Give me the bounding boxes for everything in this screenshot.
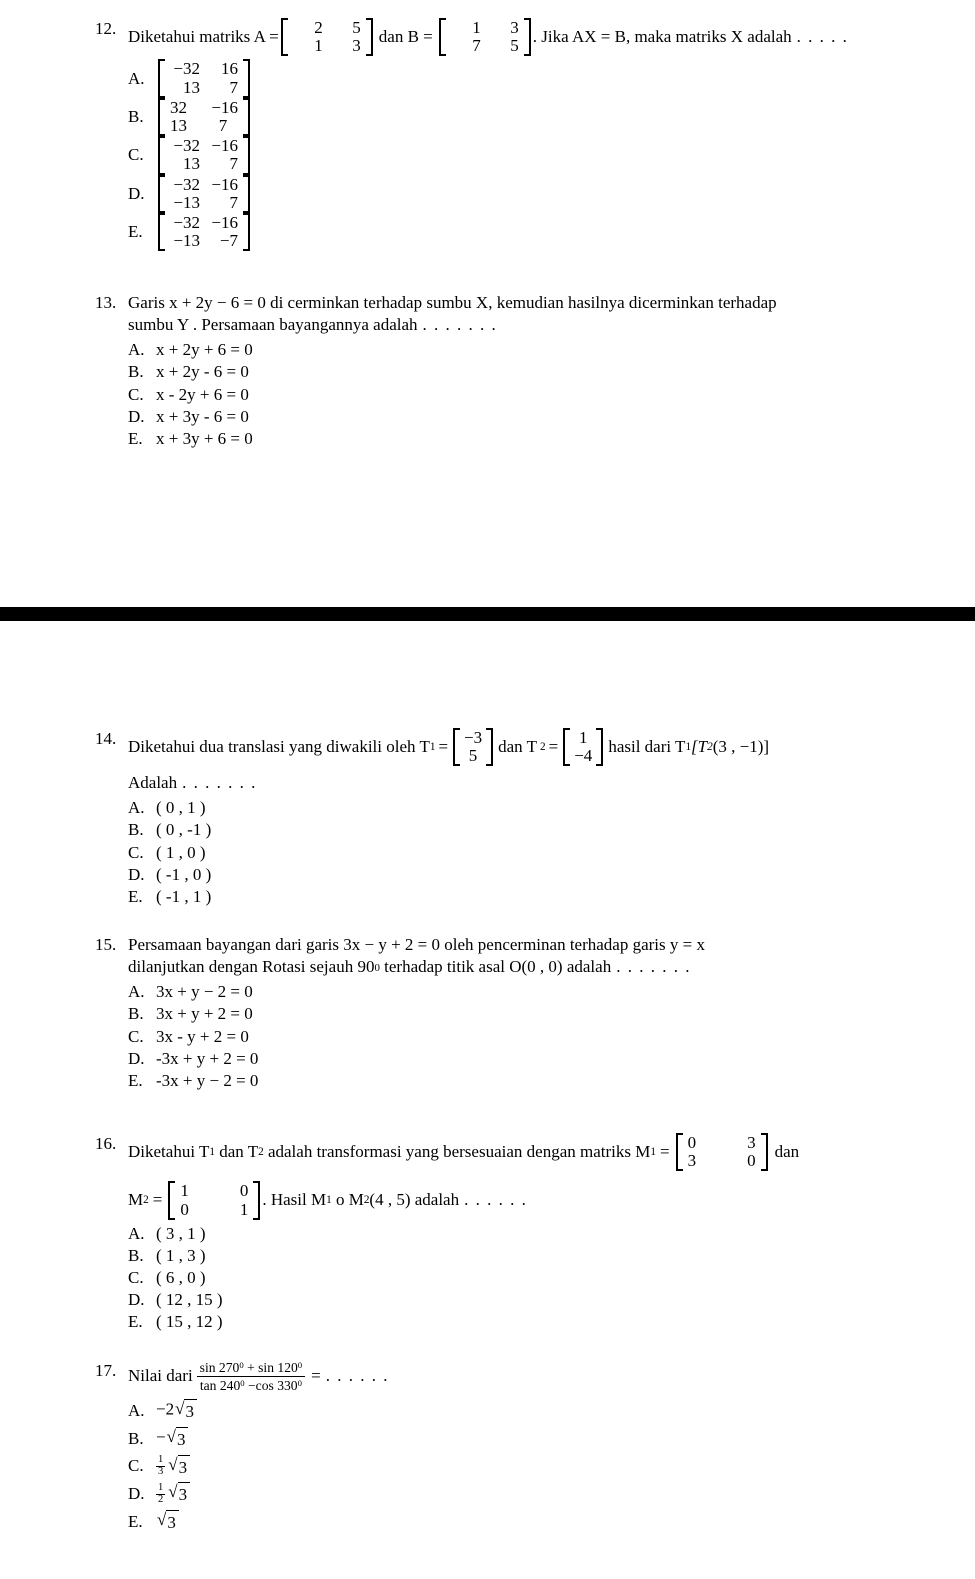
question-12-number: 12.	[95, 19, 117, 38]
subscript-5: 1	[326, 1193, 332, 1206]
question-15-line-2-a: dilanjutkan dengan Rotasi sejauh 90	[128, 957, 375, 977]
bracket-left	[563, 728, 570, 766]
option-letter: B.	[128, 1004, 144, 1024]
option-letter: D.	[128, 1483, 145, 1503]
square-root-icon: √ 3	[168, 1453, 190, 1481]
question-15-line-2	[128, 956, 945, 979]
bracket-right	[486, 728, 493, 766]
option-text: ( 1 , 3 )	[156, 1245, 206, 1265]
option-matrix	[158, 98, 250, 136]
question-17-stem-body	[128, 1360, 945, 1393]
option-text: ( 6 , 0 )	[156, 1267, 206, 1287]
matrix-T2	[563, 728, 603, 766]
option-matrix	[158, 175, 250, 213]
option-letter: C.	[128, 384, 144, 404]
question-13-line-2-text: sumbu Y . Persamaan bayangannya adalah	[128, 315, 418, 335]
matrix-cell: 5	[352, 18, 361, 37]
matrix-row	[571, 747, 595, 765]
fraction-denominator	[197, 1376, 305, 1393]
question-12-dots: . . . . .	[796, 26, 849, 46]
question-14-dots: . . . . . . .	[182, 773, 257, 793]
bracket-right	[761, 1133, 768, 1171]
option-text: x + 2y + 6 = 0	[156, 340, 253, 360]
question-13	[95, 292, 945, 450]
option-letter: E.	[128, 222, 143, 242]
matrix-cell: 32	[170, 97, 187, 117]
option-text	[156, 1508, 179, 1536]
degree-superscript: 0	[374, 961, 380, 974]
option-letter: C.	[128, 1456, 144, 1476]
option-d[interactable]	[128, 1480, 945, 1508]
matrix-cell: −13	[173, 231, 200, 251]
matrix-cell: 0	[239, 1181, 249, 1201]
question-14-stem-mid: dan T	[498, 736, 538, 756]
option-text: -3x + y + 2 = 0	[156, 1048, 259, 1068]
matrix-cell: 13	[183, 77, 200, 97]
matrix-cell: 13	[170, 115, 187, 135]
subscript-3: 1	[685, 740, 692, 753]
question-12	[95, 18, 945, 251]
option-d[interactable]	[128, 1289, 945, 1311]
option-letter: A.	[128, 340, 145, 360]
question-16-stem	[95, 1133, 945, 1220]
fraction-numerator	[197, 1360, 305, 1376]
option-text: x + 2y - 6 = 0	[156, 362, 249, 382]
matrix-cell: 0	[180, 1199, 189, 1219]
question-16-line-1	[128, 1133, 945, 1171]
question-17-stem	[95, 1360, 945, 1393]
option-letter: D.	[128, 1290, 145, 1310]
fraction-numerator: 1	[158, 1454, 164, 1466]
option-text: ( 0 , -1 )	[156, 820, 212, 840]
matrix-row	[289, 37, 365, 55]
question-15-line-2-b: terhadap titik asal O(0 , 0) adalah	[379, 957, 612, 977]
option-a[interactable]	[128, 797, 945, 819]
option-letter: A.	[128, 1223, 145, 1243]
option-c[interactable]	[128, 384, 945, 406]
matrix-cell: 0	[747, 1151, 756, 1171]
option-c[interactable]	[128, 136, 945, 174]
option-text: x + 3y - 6 = 0	[156, 406, 249, 426]
bracket-left	[158, 59, 165, 97]
option-d[interactable]	[128, 175, 945, 213]
question-15-stem	[95, 934, 945, 979]
bracket-right	[596, 728, 603, 766]
bracket-right	[243, 98, 250, 136]
bracket-left	[158, 98, 165, 136]
matrix-cell: 16	[221, 59, 238, 79]
option-matrix	[158, 59, 250, 97]
bracket-left	[158, 175, 165, 213]
option-letter: B.	[128, 820, 144, 840]
matrix-cell: −13	[173, 192, 200, 212]
matrix-row	[166, 60, 242, 78]
question-14-options	[128, 797, 945, 907]
question-14-line-1	[128, 728, 945, 766]
question-13-stem-body	[128, 292, 945, 337]
option-matrix	[158, 136, 250, 174]
question-13-line-1: Garis x + 2y − 6 = 0 di cerminkan terhadap sumbu X, kemudian hasilnya dicerminkan terhadap	[128, 293, 777, 312]
option-text: x - 2y + 6 = 0	[156, 384, 249, 404]
option-letter: C.	[128, 1026, 144, 1046]
denominator-part-a: tan 240	[199, 1378, 241, 1394]
option-letter: E.	[128, 428, 143, 448]
option-text	[156, 1480, 190, 1508]
option-text: ( 1 , 0 )	[156, 842, 206, 862]
question-15-stem-body	[128, 934, 945, 979]
option-e[interactable]	[128, 1508, 945, 1536]
matrix-cell: 3	[352, 36, 361, 56]
question-16-line-1-a: Diketahui T	[128, 1141, 210, 1161]
option-letter: B.	[128, 106, 144, 126]
question-16-line-1-c: adalah transformasi yang bersesuaian dengan matriks M	[263, 1141, 651, 1161]
coefficient: −2	[156, 1400, 175, 1420]
matrix-row	[166, 176, 242, 194]
matrix-cell: 2	[314, 18, 323, 37]
question-12-stem-body	[128, 18, 945, 56]
matrix-B	[439, 18, 531, 56]
radicand: 3	[178, 1455, 191, 1481]
option-text: ( 12 , 15 )	[156, 1290, 223, 1310]
subscript-1: 1	[209, 1145, 215, 1158]
question-16-line-2-d: o M	[331, 1190, 364, 1210]
question-17-stem-prefix: Nilai dari	[128, 1366, 193, 1386]
option-b[interactable]	[128, 1425, 945, 1453]
option-letter: A.	[128, 798, 145, 818]
bracket-right	[243, 136, 250, 174]
option-text: ( -1 , 1 )	[156, 886, 212, 906]
question-12-stem-mid: dan B =	[378, 26, 433, 46]
matrix-cell: 5	[510, 36, 519, 56]
numerator-part-b: + sin 120	[243, 1360, 298, 1375]
matrix-cell: −3	[464, 728, 483, 747]
page-break-bar	[0, 607, 975, 621]
matrix-row	[684, 1134, 760, 1152]
question-16-line-2-c: . Hasil M	[262, 1190, 327, 1210]
option-e[interactable]	[128, 1311, 945, 1333]
option-letter: A.	[128, 68, 145, 88]
matrix-m2-label: M	[128, 1190, 144, 1210]
option-letter: C.	[128, 145, 144, 165]
matrix-cell: 7	[218, 115, 228, 135]
option-a[interactable]	[128, 981, 945, 1003]
option-b[interactable]	[128, 1003, 945, 1025]
option-letter: E.	[128, 1511, 143, 1531]
matrix-cell: −7	[219, 231, 238, 251]
matrix-cell: 1	[472, 18, 481, 37]
question-14-suffix-c: (3 , −1)]	[712, 736, 770, 756]
equals-1: =	[438, 736, 449, 756]
option-letter: B.	[128, 1245, 144, 1265]
option-letter: E.	[128, 1070, 143, 1090]
question-14-number: 14.	[95, 729, 117, 748]
option-c[interactable]	[128, 1267, 945, 1289]
matrix-row	[166, 155, 242, 173]
question-16-line-1-b: dan T	[214, 1141, 259, 1161]
square-root-icon: √ 3	[167, 1425, 189, 1453]
matrix-cell: 13	[183, 154, 200, 174]
option-d[interactable]	[128, 864, 945, 886]
question-12-stem	[95, 18, 945, 56]
option-c[interactable]	[128, 1026, 945, 1048]
option-c[interactable]	[128, 1453, 945, 1481]
matrix-row	[166, 117, 242, 135]
bracket-right	[253, 1181, 260, 1219]
square-root-icon: √ 3	[168, 1480, 190, 1508]
question-16-line-1-e: dan	[774, 1141, 800, 1161]
matrix-cell: 3	[510, 18, 519, 37]
matrix-cell: −4	[574, 746, 593, 766]
matrix-row	[166, 194, 242, 212]
option-e[interactable]	[128, 1070, 945, 1092]
question-16-stem-body	[128, 1133, 945, 1220]
denominator-part-b: −cos 330	[244, 1378, 298, 1394]
option-b[interactable]	[128, 1245, 945, 1267]
question-16-line-2-e: (4 , 5) adalah	[369, 1190, 460, 1210]
matrix-A	[281, 18, 373, 56]
degree-superscript: 0	[239, 1360, 244, 1370]
question-16-options	[128, 1223, 945, 1333]
question-14-stem-prefix: Diketahui dua translasi yang diwakili oleh T	[128, 736, 430, 756]
matrix-cell: 1	[314, 36, 323, 56]
matrix-cell: 3	[747, 1133, 756, 1152]
equals-sign: =	[311, 1366, 321, 1386]
subscript-6: 2	[363, 1193, 370, 1206]
matrix-row	[176, 1182, 252, 1200]
option-text	[156, 1453, 190, 1481]
matrix-row	[684, 1152, 760, 1170]
matrix-row	[289, 19, 365, 37]
equals-2: =	[548, 736, 559, 756]
option-text	[156, 1397, 197, 1425]
subscript-3: 1	[650, 1145, 656, 1158]
question-17	[95, 1360, 945, 1536]
option-a[interactable]	[128, 1223, 945, 1245]
matrix-cell: 7	[229, 154, 238, 174]
option-letter: D.	[128, 1048, 145, 1068]
question-17-options	[128, 1397, 945, 1535]
fraction-denominator: 2	[158, 1493, 164, 1505]
option-e[interactable]	[128, 886, 945, 908]
matrix-cell: −16	[211, 212, 238, 232]
option-text	[156, 1425, 188, 1453]
matrix-row	[176, 1201, 252, 1219]
option-letter: E.	[128, 886, 143, 906]
option-a[interactable]	[128, 59, 945, 97]
bracket-right	[243, 213, 250, 251]
option-letter: B.	[128, 1428, 144, 1448]
bracket-left	[676, 1133, 683, 1171]
matrix-cell: 7	[229, 77, 238, 97]
matrix-cell: −16	[211, 174, 238, 194]
question-12-stem-prefix: Diketahui matriks A =	[128, 26, 279, 46]
degree-superscript: 0	[297, 1378, 302, 1389]
bracket-left	[158, 213, 165, 251]
question-17-dots: . . . . . .	[325, 1366, 389, 1386]
radicand: 3	[184, 1399, 197, 1425]
option-d[interactable]	[128, 406, 945, 428]
bracket-left	[168, 1181, 175, 1219]
subscript-2: 2	[258, 1145, 264, 1158]
degree-superscript: 0	[297, 1360, 303, 1370]
matrix-row	[166, 137, 242, 155]
question-12-stem-suffix: . Jika AX = B, maka matriks X adalah	[532, 26, 792, 46]
matrix-cell: 1	[239, 1199, 249, 1219]
question-16-line-2	[128, 1181, 945, 1219]
coefficient: −	[156, 1427, 166, 1447]
option-text: 3x - y + 2 = 0	[156, 1026, 249, 1046]
bracket-right	[366, 18, 373, 56]
degree-superscript: 0	[240, 1378, 245, 1389]
bracket-left	[281, 18, 288, 56]
question-15-line-1: Persamaan bayangan dari garis 3x − y + 2 = 0 oleh pencerminan terhadap garis y = x	[128, 935, 705, 954]
option-letter: B.	[128, 362, 144, 382]
option-a[interactable]	[128, 1397, 945, 1425]
question-13-options	[128, 339, 945, 449]
matrix-cell: 3	[687, 1151, 697, 1171]
question-16	[95, 1133, 945, 1333]
question-13-stem	[95, 292, 945, 337]
square-root-icon: √ 3	[175, 1397, 197, 1425]
matrix-row	[166, 214, 242, 232]
option-letter: A.	[128, 1400, 145, 1420]
matrix-cell: −32	[173, 174, 200, 194]
coefficient-fraction	[156, 1483, 165, 1506]
subscript-1: 1	[429, 740, 436, 753]
matrix-T1	[453, 728, 493, 766]
matrix-cell: 1	[180, 1181, 189, 1201]
matrix-row	[166, 99, 242, 117]
bracket-left	[158, 136, 165, 174]
question-14-line-2-text: Adalah	[128, 773, 178, 793]
option-text: -3x + y − 2 = 0	[156, 1070, 259, 1090]
subscript-4: 2	[707, 740, 713, 753]
matrix-row	[571, 729, 595, 747]
subscript-4: 2	[143, 1193, 149, 1206]
question-14-stem	[95, 728, 945, 795]
radicand: 3	[166, 1510, 179, 1536]
option-letter: E.	[128, 1312, 143, 1332]
subscript-2: 2	[540, 740, 546, 753]
question-16-number: 16.	[95, 1134, 117, 1153]
matrix-cell: 5	[468, 746, 478, 766]
option-text: 3x + y + 2 = 0	[156, 1004, 253, 1024]
question-15-dots: . . . . . . .	[616, 957, 691, 977]
radicand: 3	[178, 1482, 191, 1508]
option-letter: D.	[128, 864, 145, 884]
question-12-stem-line	[128, 18, 945, 56]
trig-fraction	[197, 1360, 305, 1393]
question-14-stem-body	[128, 728, 945, 795]
question-14	[95, 728, 945, 908]
radicand: 3	[176, 1427, 189, 1453]
matrix-cell: −32	[173, 212, 200, 232]
question-14-suffix-b: [T	[691, 736, 708, 756]
fraction-numerator: 1	[158, 1481, 164, 1493]
equals-sign-2: =	[152, 1190, 163, 1210]
matrix-M2	[168, 1181, 260, 1219]
question-13-dots: . . . . . . .	[422, 315, 498, 335]
option-c[interactable]	[128, 842, 945, 864]
option-text: ( 0 , 1 )	[156, 798, 206, 818]
coefficient-fraction	[156, 1455, 165, 1478]
bracket-left	[439, 18, 446, 56]
matrix-row	[166, 232, 242, 250]
matrix-row	[166, 79, 242, 97]
option-letter: D.	[128, 406, 145, 426]
matrix-cell: −32	[173, 59, 200, 79]
option-text: ( 3 , 1 )	[156, 1223, 206, 1243]
option-text: 3x + y − 2 = 0	[156, 982, 253, 1002]
question-17-number: 17.	[95, 1361, 117, 1380]
matrix-cell: −16	[211, 97, 238, 117]
question-15	[95, 934, 945, 1092]
question-17-line-1	[128, 1360, 945, 1393]
option-b[interactable]	[128, 98, 945, 136]
matrix-cell: −16	[211, 136, 238, 156]
fraction-denominator: 3	[158, 1466, 164, 1478]
matrix-row	[461, 729, 485, 747]
option-letter: C.	[128, 1267, 144, 1287]
question-14-suffix-a: hasil dari T	[608, 736, 686, 756]
question-15-number: 15.	[95, 935, 117, 954]
option-e[interactable]	[128, 428, 945, 450]
matrix-cell: 1	[578, 728, 588, 747]
option-b[interactable]	[128, 819, 945, 841]
numerator-part-a: sin 270	[199, 1360, 240, 1375]
equals-sign: =	[659, 1141, 670, 1161]
option-e[interactable]	[128, 213, 945, 251]
matrix-cell: 7	[229, 192, 238, 212]
option-text: ( 15 , 12 )	[156, 1312, 223, 1332]
option-letter: C.	[128, 842, 144, 862]
matrix-cell: −32	[173, 136, 200, 156]
matrix-row	[461, 747, 485, 765]
option-matrix	[158, 213, 250, 251]
option-d[interactable]	[128, 1048, 945, 1070]
bracket-left	[453, 728, 460, 766]
question-16-dots: . . . . . .	[464, 1190, 528, 1210]
matrix-cell: 7	[472, 36, 481, 56]
option-a[interactable]	[128, 339, 945, 361]
bracket-right	[243, 59, 250, 97]
square-root-icon: √ 3	[157, 1508, 179, 1536]
question-13-number: 13.	[95, 293, 117, 312]
question-12-options	[128, 59, 945, 251]
option-b[interactable]	[128, 361, 945, 383]
matrix-M1	[676, 1133, 768, 1171]
option-letter: A.	[128, 982, 145, 1002]
matrix-row	[447, 37, 523, 55]
question-13-line-2	[128, 314, 945, 337]
option-text: x + 3y + 6 = 0	[156, 428, 253, 448]
option-text: ( -1 , 0 )	[156, 864, 212, 884]
matrix-row	[447, 19, 523, 37]
bracket-right	[243, 175, 250, 213]
bracket-right	[524, 18, 531, 56]
question-14-line-2	[128, 772, 945, 795]
option-letter: D.	[128, 183, 145, 203]
question-15-options	[128, 981, 945, 1091]
matrix-cell: 0	[687, 1133, 697, 1152]
